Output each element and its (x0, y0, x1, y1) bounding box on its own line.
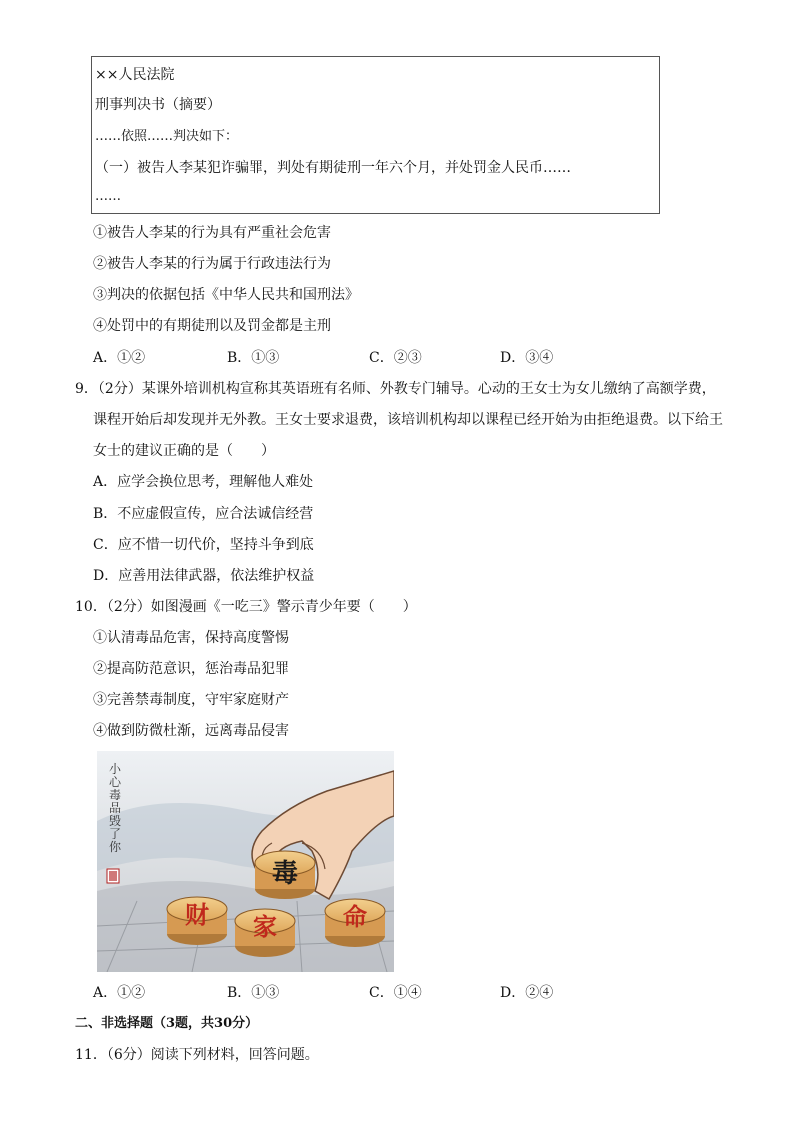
caption-char: 心 (109, 775, 122, 789)
q8-statement-1: ①被告人李某的行为具有严重社会危害 (93, 225, 331, 241)
q10-stem: 10．（2分）如图漫画《一吃三》警示青少年要（ ） (75, 599, 417, 615)
judgment-line-5: …… (95, 189, 121, 204)
piece-life-label: 命 (343, 902, 367, 931)
q10-option-a[interactable]: A．①② (93, 985, 146, 1001)
piece-poison (255, 851, 315, 899)
cartoon-image (97, 751, 394, 972)
piece-poison-label: 毒 (271, 859, 299, 889)
piece-wealth (167, 897, 227, 945)
judgment-line-4: （一）被告人李某犯诈骗罪，判处有期徒刑一年六个月，并处罚金人民币…… (95, 160, 571, 176)
piece-family (235, 909, 295, 957)
caption-char: 小 (109, 762, 122, 776)
q9-option-c[interactable]: C．应不惜一切代价，坚持斗争到底 (93, 537, 314, 553)
cartoon-caption-vertical (109, 762, 122, 854)
q8-option-d[interactable]: D．③④ (500, 350, 554, 366)
judgment-line-3: ……依照……判决如下： (95, 129, 239, 144)
section-heading: 二、非选择题（3题，共30分） (75, 1016, 259, 1031)
q9-stem-line-1: 9．（2分）某课外培训机构宣称其英语班有名师、外教专门辅导。心动的王女士为女儿缴纳了高额学费， (75, 381, 716, 397)
judgment-title: 刑事判决书（摘要） (95, 97, 221, 113)
q8-option-a[interactable]: A．①② (93, 350, 146, 366)
cartoon-caption-text (109, 762, 122, 854)
q8-statement-2: ②被告人李某的行为属于行政违法行为 (93, 256, 331, 272)
caption-char: 毒 (109, 788, 122, 802)
q9-stem-line-2: 课程开始后却发现并无外教。王女士要求退费，该培训机构却以课程已经开始为由拒绝退费。以下给王 (93, 412, 723, 428)
q10-statement-3: ③完善禁毒制度，守牢家庭财产 (93, 692, 289, 708)
q10-option-c[interactable]: C．①④ (369, 985, 422, 1001)
q9-option-d[interactable]: D．应善用法律武器，依法维护权益 (93, 568, 315, 584)
court-name: ××人民法院 (95, 67, 175, 83)
caption-char: 毁 (109, 814, 122, 828)
caption-char: 你 (109, 840, 122, 854)
q8-option-c[interactable]: C．②③ (369, 350, 422, 366)
caption-char: 品 (109, 801, 122, 815)
q11-stem: 11．（6分）阅读下列材料，回答问题。 (75, 1047, 319, 1063)
q8-statement-3: ③判决的依据包括《中华人民共和国刑法》 (93, 287, 359, 303)
piece-family-label: 家 (253, 912, 277, 941)
q10-statement-4: ④做到防微杜渐，远离毒品侵害 (93, 723, 289, 739)
q10-statement-1: ①认清毒品危害，保持高度警惕 (93, 630, 289, 646)
caption-char: 了 (109, 827, 122, 841)
piece-wealth-label: 财 (185, 900, 209, 929)
judgment-excerpt-box (91, 56, 660, 214)
q8-statement-4: ④处罚中的有期徒刑以及罚金都是主刑 (93, 318, 331, 334)
piece-life (325, 899, 385, 947)
q9-option-a[interactable]: A．应学会换位思考，理解他人难处 (93, 474, 314, 490)
q10-option-b[interactable]: B．①③ (227, 985, 280, 1001)
q9-stem-line-3: 女士的建议正确的是（ ） (93, 443, 275, 459)
q10-option-d[interactable]: D．②④ (500, 985, 554, 1001)
q8-option-b[interactable]: B．①③ (227, 350, 280, 366)
q9-option-b[interactable]: B．不应虚假宣传，应合法诚信经营 (93, 506, 314, 522)
q10-statement-2: ②提高防范意识，惩治毒品犯罪 (93, 661, 289, 677)
